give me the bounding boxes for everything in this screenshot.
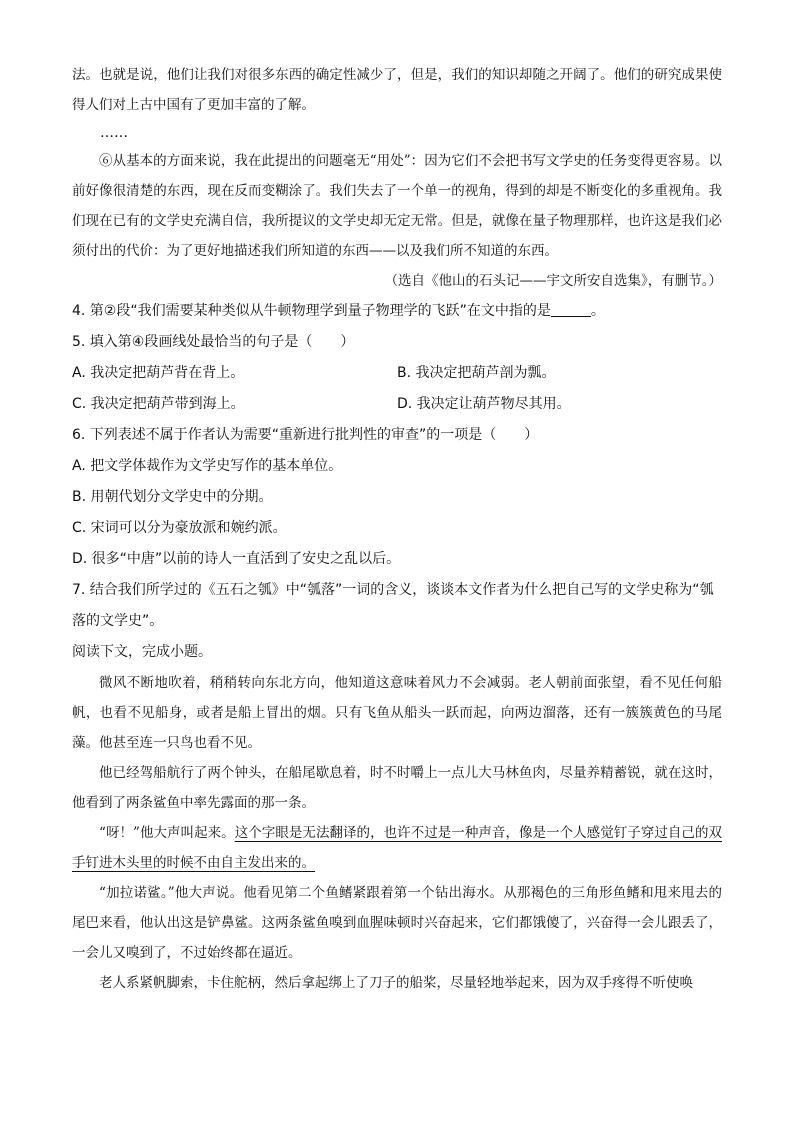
question-5-option-a: A. 我决定把葫芦背在背上。 xyxy=(72,365,245,381)
reading-intro: 阅读下文，完成小题。 xyxy=(72,644,212,660)
question-5-option-d: D. 我决定让葫芦物尽其用。 xyxy=(397,396,571,412)
answer-blank xyxy=(551,302,591,317)
underlined-sentence: 这个字眼是无法翻译的，也许不过是一种声音，像是一个人感觉钉子穿过自己的双手钉进木头里的时候不由自主发出来的。 xyxy=(72,825,723,871)
question-6-option-d: D. 很多“中唐”以前的诗人一直活到了安史之乱以后。 xyxy=(72,551,401,567)
question-4 xyxy=(72,296,722,327)
question-5-options-row-2 xyxy=(72,389,722,420)
question-4-end: 。 xyxy=(590,303,605,319)
passage1-paragraph-6: ⑥从基本的方面来说，我在此提出的问题毫无“用处”：因为它们不会把书写文学史的任务变得更容易。以前好像很清楚的东西，现在反而变糊涂了。我们失去了一个单一的视角，得到的却是不断变化的多重视角。我们现在已有的文学史充满自信，我所提议的文学史却无定无常。但是，就像在量子物理那样，也许这是我们必须付出的代价：为了更好地描述我们所知道的东西——以及我们所不知道的东西。 xyxy=(72,153,722,259)
document-page xyxy=(72,60,722,998)
passage2-paragraph-4: “加拉诺鲨。”他大声说。他看见第二个鱼鳍紧跟着第一个钻出海水。从那褐色的三角形鱼鳍和甩来甩去的尾巴来看，他认出这是铲鼻鲨。这两条鲨鱼嗅到血腥味顿时兴奋起来，它们都饿傻了，兴奋得一会儿跟丢了，一会儿又嗅到了，不过始终都在逼近。 xyxy=(72,885,722,961)
passage1-paragraph-continued: 法。也就是说，他们让我们对很多东西的确定性减少了，但是，我们的知识却随之开阔了。他们的研究成果使得人们对上古中国有了更加丰富的了解。 xyxy=(72,67,722,113)
question-5: 5. 填入第④段画线处最恰当的句子是（ ） xyxy=(72,334,355,350)
question-4-text: 4. 第②段“我们需要某种类似从牛顿物理学到量子物理学的飞跃”在文中指的是 xyxy=(72,303,551,319)
question-5-option-c: C. 我决定把葫芦带到海上。 xyxy=(72,396,245,412)
question-5-options-row-1 xyxy=(72,358,722,389)
passage2-paragraph-2: 他已经驾船航行了两个钟头，在船尾歇息着，时不时嚼上一点儿大马林鱼肉，尽量养精蓄锐，就在这时，他看到了两条鲨鱼中率先露面的那一条。 xyxy=(72,765,722,811)
question-6-option-c: C. 宋词可以分为豪放派和婉约派。 xyxy=(72,520,287,536)
passage2-paragraph-3 xyxy=(72,818,722,878)
exclamation-text: “呀！”他大声叫起来。 xyxy=(99,825,235,841)
question-6-option-a: A. 把文学体裁作为文学史写作的基本单位。 xyxy=(72,458,343,474)
question-6: 6. 下列表述不属于作者认为需要“重新进行批判性的审查”的一项是（ ） xyxy=(72,427,539,443)
passage2-paragraph-5: 老人系紧帆脚索，卡住舵柄，然后拿起绑上了刀子的船桨，尽量轻地举起来，因为双手疼得不听使唤 xyxy=(99,975,693,991)
source-citation: （选自《他山的石头记——宇文所安自选集》，有删节。） xyxy=(384,273,722,289)
question-6-option-b: B. 用朝代划分文学史中的分期。 xyxy=(72,489,273,505)
passage2-paragraph-1: 微风不断地吹着，稍稍转向东北方向，他知道这意味着风力不会减弱。老人朝前面张望，看不见任何船帆，也看不见船身，或者是船上冒出的烟。只有飞鱼从船头一跃而起，向两边溜落，还有一簇簇黄色的马尾藻。他甚至连一只鸟也看不见。 xyxy=(72,675,722,751)
omission-ellipsis: …… xyxy=(100,125,128,141)
question-7: 7. 结合我们所学过的《五石之瓠》中“瓠落”一词的含义，谈谈本文作者为什么把自己写的文学史称为“瓠落的文学史”。 xyxy=(72,582,714,629)
question-5-option-b: B. 我决定把葫芦剖为瓢。 xyxy=(397,365,556,381)
